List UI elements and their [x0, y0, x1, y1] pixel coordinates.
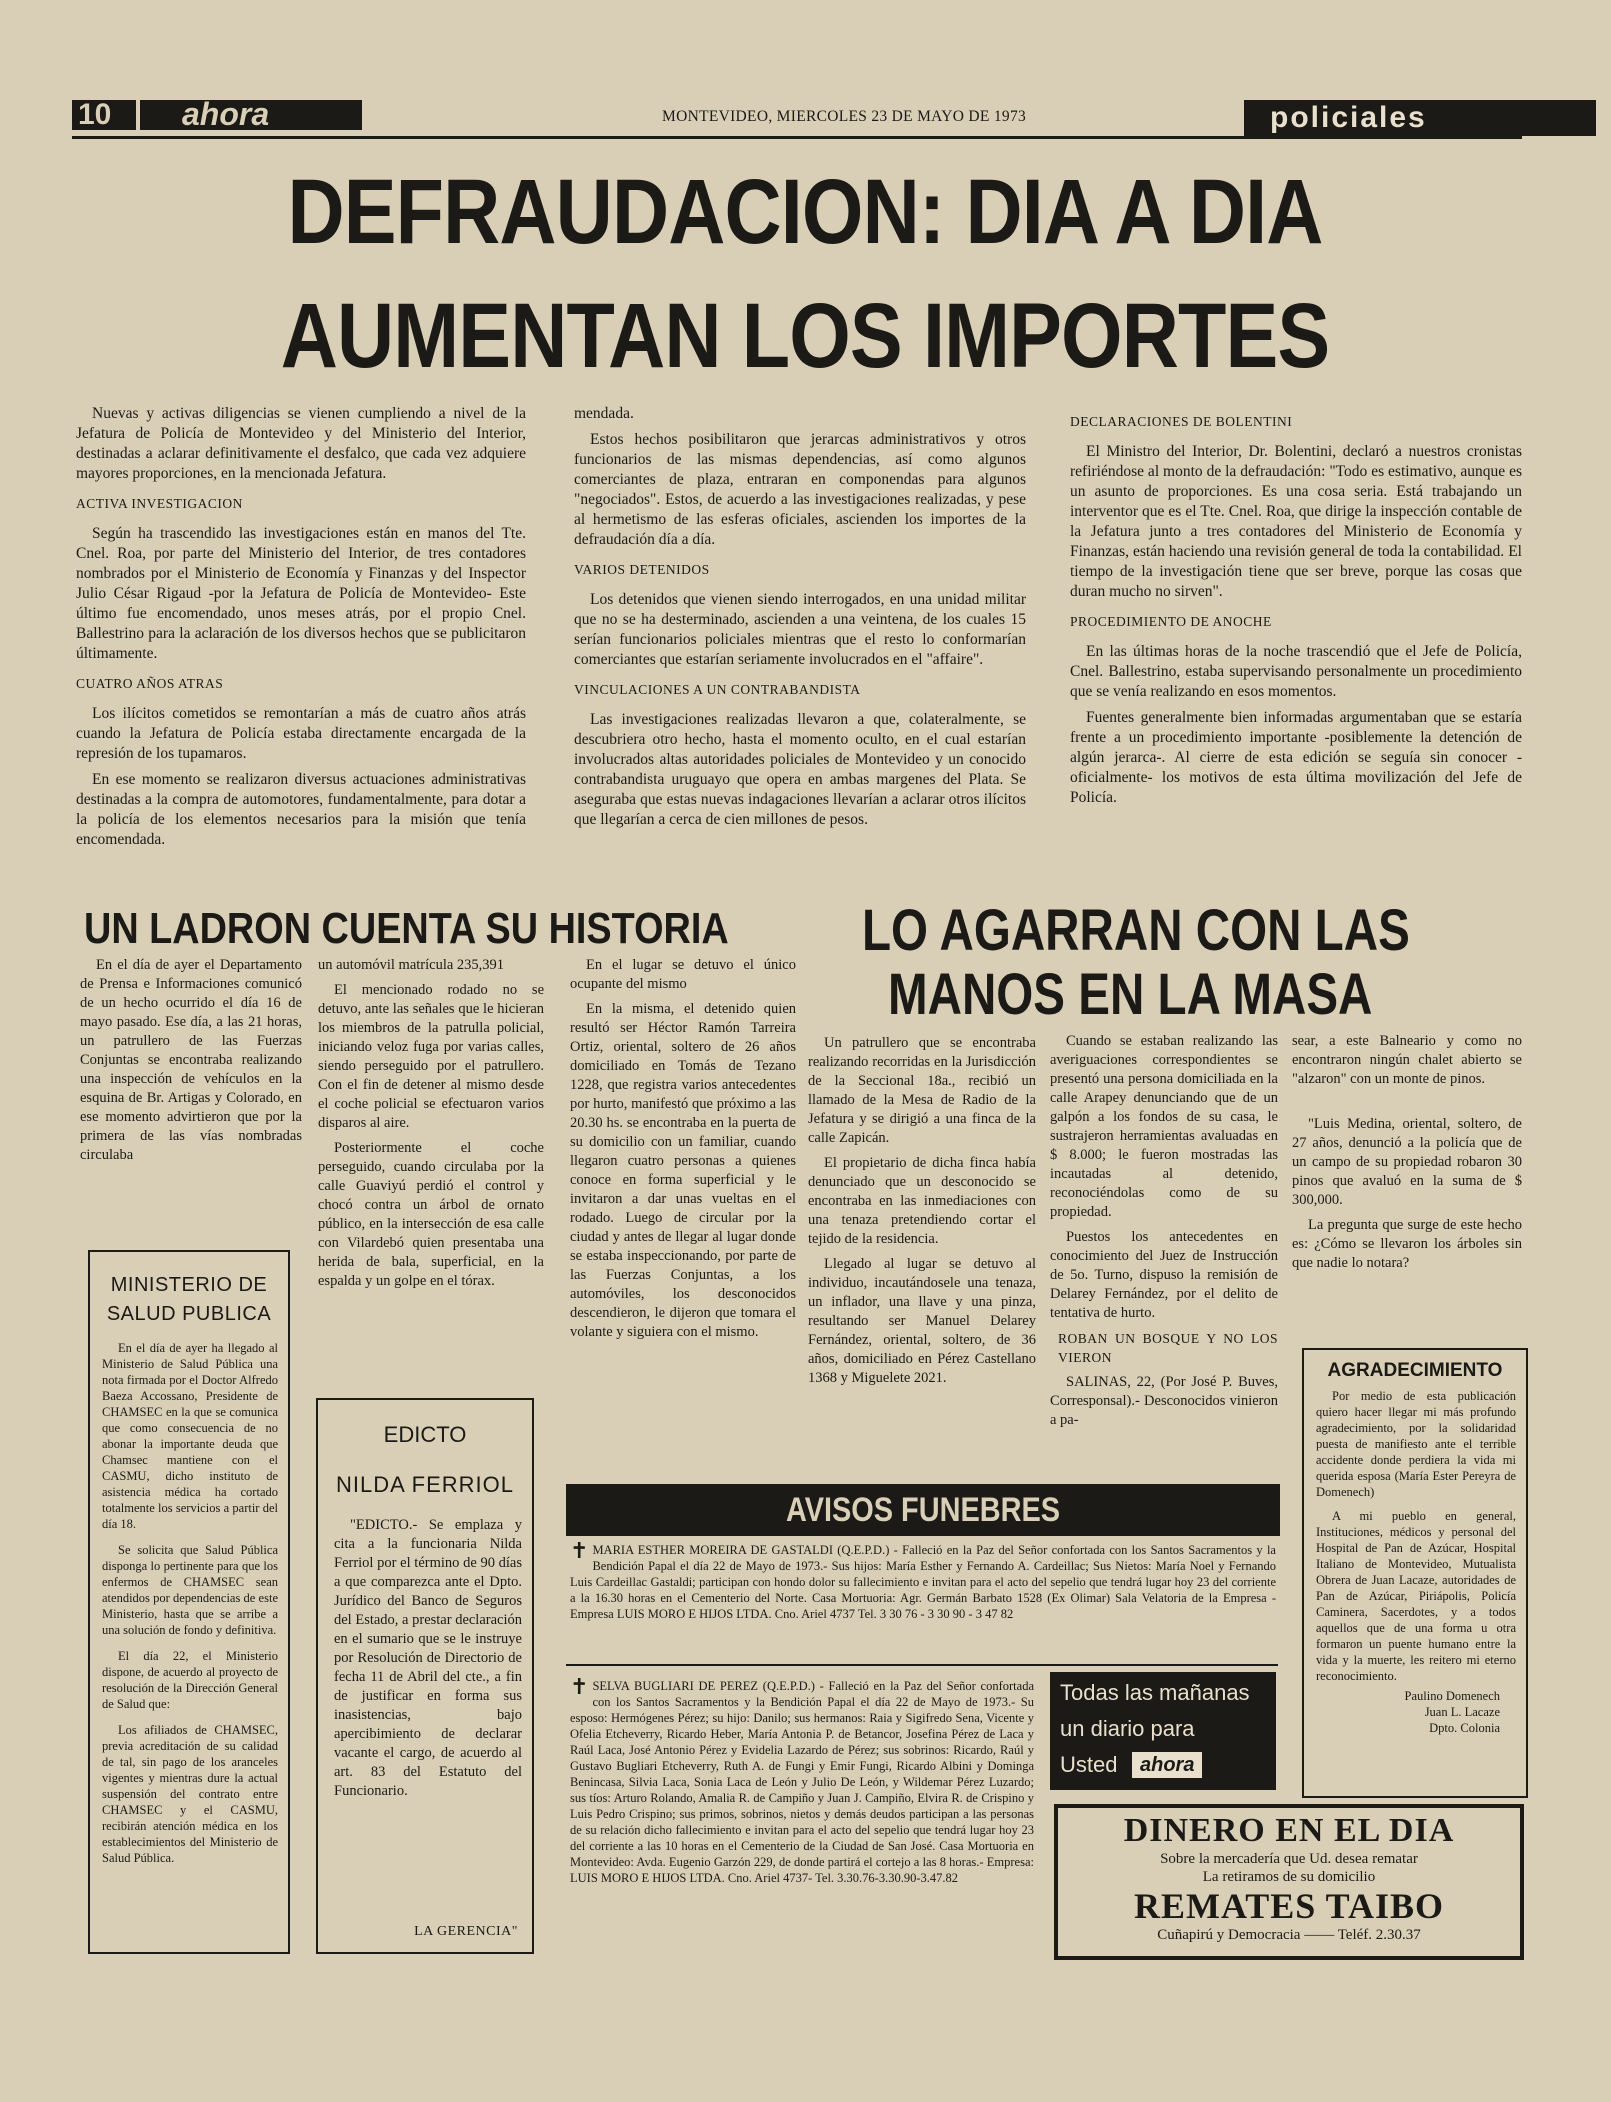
lead-paragraph: Los detenidos que vienen siendo interrogados, en una unidad militar que no se ha desterminado, ascienden a una veintena, de los cuales 15 serían funcionarios policiales mientras que el resto lo conformarían comerciantes que estarían seriamente involucrados en el "affaire". — [574, 591, 1026, 668]
section-label: policiales — [1270, 101, 1427, 134]
ladron-paragraph: En el lugar se detuvo el único ocupante del mismo — [570, 957, 796, 992]
notice-text: MARIA ESTHER MOREIRA DE GASTALDI (Q.E.P.D.) - Falleció en la Paz del Señor confortada con los Santos Sacramentos y la Bendición Papal el día 22 de Mayo de 1973.- Sus hijos: María Esther y Fernando A. Cardeillac; Sus Nietos: María Noel y Fernando Luis Cardeillac Gastaldi; participan con hondo dolor su fallecimiento e invitan para el acto del sepelio que tendrá lugar hoy 23 del corriente a la 16.30 horas en el Cementerio del Norte. Casa Mortuoria: Agr. Germán Barbato 1528 (Ex Olimar) Sala Velatoria de la Empresa - Empresa LUIS MORO E HIJOS LTDA. Cno. Ariel 4737 Tel. 3 30 76 - 3 30 90 - 3 47 82 — [570, 1543, 1276, 1621]
ministerio-paragraph: Los afiliados de CHAMSEC, previa acreditación de su calidad de tal, sin pago de los aranceles vigentes y mientras dure la actual suspensión del contrato entre CHAMSEC y el CASMU, recibirán atención médica en los establecimientos del Ministerio de Salud Pública. — [102, 1723, 278, 1865]
lead-paragraph: Estos hechos posibilitaron que jerarcas administrativos y otros funcionarios de las mismas dependencias, así como algunos comerciantes de plaza, entraran en componendas para algunos "negociados". Estos, de acuerdo a las investigaciones realizadas, y pese al hermetismo de las esferas oficiales, ascienden los importes de la defraudación día a día. — [574, 431, 1026, 548]
paper-name: ahora — [182, 96, 270, 132]
lead-headline-line2: AUMENTAN LOS IMPORTES — [280, 285, 1330, 387]
ministerio-body — [90, 1326, 288, 1866]
agarran-paragraph: "Luis Medina, oriental, soltero, de 27 años, denunció a la policía que de un campo de su propiedad robaron 30 pinos que avaluó en la suma de $ 300,000. — [1292, 1116, 1522, 1208]
promo-line1: Todas las mañanas — [1060, 1680, 1250, 1705]
agarran-paragraph: Llegado al lugar se detuvo al individuo, incautándosele una tenaza, un inflador, una llave y una pinza, resultando ser Manuel Delarey Fernández, oriental, soltero, de 36 años, domiciliado en Pérez Castellano 1368 y Miguelete 2021. — [808, 1256, 1036, 1386]
subhead-varios-detenidos: VARIOS DETENIDOS — [574, 562, 710, 577]
promo-box — [1050, 1672, 1276, 1790]
ladron-paragraph: un automóvil matrícula 235,391 — [318, 957, 505, 973]
agarran-paragraph: SALINAS, 22, (Por José P. Buves, Corresponsal).- Desconocidos vinieron a pa- — [1050, 1374, 1278, 1428]
promo-line2: un diario para — [1060, 1716, 1195, 1741]
lead-paragraph: Según ha trascendido las investigaciones están en manos del Tte. Cnel. Roa, por parte del Ministerio del Interior, de tres contadores nombrados por el Ministerio de Economía y Finanzas y del Inspector Julio César Rigaud -por la Jefatura de Policía de Montevideo- Este último fue encomendado, unos meses atrás, por el propio Cnel. Ballestrino para la aclaración de los diversos hechos que se publicitaron últimamente. — [76, 525, 526, 662]
cross-icon: ✝ — [570, 1538, 589, 1563]
agarran-paragraph: Cuando se estaban realizando las averiguaciones correspondientes se presentó una persona domiciliada en la calle Arapey denunciando que de un galpón a los fondos de su casa, le sustrajeron herramientas avaluadas en $ 8.000; le fueron mostradas las incautadas al detenido, reconociéndolas como de su propiedad. — [1050, 1033, 1278, 1220]
ladron-paragraph: En el día de ayer el Departamento de Prensa e Informaciones comunicó de un hecho ocurrido el día 16 de mayo pasado. Ese día, a las 21 horas, un patrullero de las Fuerzas Conjuntas se encontraba realizando una inspección de vehículos en la esquina de Br. Artigas y Colorado, en ese momento advirtieron que por la primera de las vías nombradas circulaba — [80, 957, 302, 1163]
ladron-column-2 — [318, 956, 544, 1297]
agarran-headline-line1: LO AGARRAN CON LAS — [862, 898, 1410, 963]
ladron-paragraph: En la misma, el detenido quien resultó ser Héctor Ramón Tarreira Ortiz, oriental, soltero de 26 años domiciliado en Tomás de Tezano 1228, que registra varios antecedentes por hurto, manifestó que próximo a las 20.30 hs. se encontraba en la puerta de su domicilio con un familiar, cuando llegaron cuatro personas a quienes conoce en forma superficial y le invitaron a dar unas vueltas en el rodado. Luego de circular por la ciudad y antes de llegar al lugar donde se estaba inspeccionando, por parte de las Fuerzas Conjuntas, a los automóviles, los desconocidos descendieron, le dijeron que tomara el volante y siguiera con el mismo. — [570, 1001, 796, 1340]
ministerio-paragraph: El día 22, el Ministerio dispone, de acuerdo al proyecto de resolución de la Dirección General de Salud que: — [102, 1649, 278, 1711]
lead-paragraph: Fuentes generalmente bien informadas argumentaban que se estaría frente a un procedimiento importante -posiblemente la detención de algún jerarca-. Al cierre de esta edición se seguía sin conocer -oficialmente- los motivos de esta última movilización del Jefe de Policía. — [1070, 709, 1522, 806]
ladron-headline: UN LADRON CUENTA SU HISTORIA — [84, 904, 729, 953]
agarran-column-3 — [1292, 1032, 1522, 1279]
edicto-paragraph: "EDICTO.- Se emplaza y cita a la funcionaria Nilda Ferriol por el término de 90 días a que comparezca ante el Dpto. Jurídico del Banco de Seguros del Estado, a prestar declaración en el sumario que se le instruye por Resolución de Directorio de fecha 11 de Abril del cte., a fin de justificar en forma sus inasistencias, bajo apercibimiento de declarar vacante el cargo, de acuerdo al art. 83 del Estatuto del Funcionario. — [334, 1517, 523, 1799]
taibo-line2: La retiramos de su domicilio — [1202, 1869, 1376, 1885]
agradecimiento-signer-dept: Dpto. Colonia — [1429, 1721, 1500, 1735]
ladron-column-3 — [570, 956, 796, 1348]
agradecimiento-signer-name: Paulino Domenech — [1404, 1689, 1500, 1703]
cross-icon: ✝ — [570, 1674, 589, 1699]
lead-column-1 — [76, 404, 526, 856]
edicto-name: NILDA FERRIOL — [335, 1472, 515, 1497]
ladron-paragraph: El mencionado rodado no se detuvo, ante las señales que le hicieran los miembros de la patrulla policial, iniciando veloz fuga por varias calles, siendo perseguido por el patrullero. Con el fin de detener al mismo desde el coche policial se efectuaron varios disparos al aire. — [318, 982, 544, 1131]
lead-paragraph: El Ministro del Interior, Dr. Bolentini, declaró a nuestros cronistas refiriéndose al monto de la defraudación: "Todo es estimativo, aunque es un asunto de proporciones. Es una cosa seria. Está trabajando un interventor que es el Tte. Cnel. Roa, que dirige la inspección contable de la Jefatura junto a tres contadores del Ministerio de Economía y Finanzas, están haciendo una revisión general de toda la contabilidad. El tiempo de la investigación tiene que ser breve, porque las cosas que duran mucho no sirven". — [1070, 443, 1522, 600]
masthead — [72, 98, 1522, 138]
ministerio-box — [88, 1250, 290, 1954]
funebres-banner-text: AVISOS FUNEBRES — [785, 1491, 1061, 1529]
dateline: MONTEVIDEO, MIERCOLES 23 DE MAYO DE 1973 — [662, 108, 1027, 125]
notice-text: SELVA BUGLIARI DE PEREZ (Q.E.P.D.) - Falleció en la Paz del Señor confortada con los Santos Sacramentos y la Bendición Papal el día 22 de Mayo de 1973.- Su esposo: Hermógenes Pérez; su hijo: Danilo; sus hermanos: Raia y Sigifredo Sena, Vicente y Ofelia Etcheverry, Ricardo Heber, María Antonia P. de Betancor, Josefina Pérez de Laca y Raúl Laca, José Antonio Pérez y Evidelia Lazardo de Pérez; sus sobrinos: Ricardo, Raúl y Gustavo Bugliari Etcheverry, Ruth A. de Fungi y Emir Fungi, Ricardo Albini y Dominga Benincasa, Silvia Laca, Sonia Laca de León y Julio De León, y Wildemar Pérez Luzardo; sus tíos: Arturo Rolando, Amalia R. de Campiño y Juan J. Campiño, Elvira R. de Crispino y Luis Pedro Crispino; sus primos, sobrinos, nietos y demás deudos participan a las personas de su relación dicho fallecimiento e invitan para el acto del sepelio que tendrá lugar hoy 23 del corriente a las 10 horas en el Cementerio de la Ciudad de San José. Casa Mortuoria en Montevideo: Avda. Eugenio Garzón 229, de donde partirá el cortejo a las 8 horas.- Empresa: LUIS MORO E HIJOS LTDA. Cno. Ariel 4737- Tel. 3.30.76-3.30.90-3.47.82 — [570, 1679, 1034, 1885]
agradecimiento-paragraph: Por medio de esta publicación quiero hacer llegar mi más profundo agradecimiento, por la solidaridad puesta de manifiesto ante el terrible accidente donde perdiera la vida mi querida esposa (María Ester Pereyra de Domenech) — [1316, 1389, 1516, 1499]
lead-paragraph: En ese momento se realizaron diversus actuaciones administrativas destinadas a la compra de automotores, fundamentalmente, para dotar a la policía de los elementos necesarios para la misión que tenía encomendada. — [76, 771, 526, 848]
taibo-name: REMATES TAIBO — [1133, 1886, 1445, 1926]
agarran-paragraph: La pregunta que surge de este hecho es: ¿Cómo se llevaron los árboles sin que nadie lo notara? — [1292, 1217, 1522, 1271]
lead-column-3 — [1070, 412, 1522, 814]
subhead-procedimiento: PROCEDIMIENTO DE ANOCHE — [1070, 614, 1272, 629]
agradecimiento-title: AGRADECIMIENTO — [1327, 1360, 1503, 1381]
agradecimiento-body — [1304, 1382, 1526, 1736]
funebres-divider — [566, 1664, 1278, 1666]
ministerio-paragraph: Se solicita que Salud Pública disponga lo pertinente para que los enfermos de CHAMSEC sean atendidos por dependencias de este Ministerio, hasta que se arribe a una solución de fondo y definitiva. — [102, 1543, 278, 1637]
lead-paragraph: En las últimas horas de la noche trascendió que el Jefe de Policía, Cnel. Ballestrino, estaba supervisando personalmente un procedimiento que se venía realizando en esos momentos. — [1070, 643, 1522, 700]
lead-paragraph: mendada. — [574, 405, 634, 422]
taibo-address: Cuñapirú y Democracia —— Teléf. 2.30.37 — [1157, 1927, 1421, 1943]
lead-headline-line1: DEFRAUDACION: DIA A DIA — [287, 161, 1323, 263]
lead-paragraph: Nuevas y activas diligencias se vienen cumpliendo a nivel de la Jefatura de Policía de Montevideo y del Ministerio del Interior, destinadas a aclarar definitivamente el desfalco, que cada vez adquiere mayores proporciones, en la mencionada Jefatura. — [76, 405, 526, 482]
subhead-bolentini: DECLARACIONES DE BOLENTINI — [1070, 414, 1293, 429]
edicto-title: EDICTO — [383, 1422, 467, 1447]
agarran-headline-line2: MANOS EN LA MASA — [888, 962, 1373, 1027]
agarran-paragraph: El propietario de dicha finca había denunciado que un desconocido se encontraba en las inmediaciones con una tenaza pretendiendo cortar el tejido de la residencia. — [808, 1155, 1036, 1247]
edicto-body — [318, 1498, 532, 1801]
agarran-paragraph: Puestos los antecedentes en conocimiento del Juez de Instrucción de 5o. Turno, dispuso la remisión de Delarey Fernández, por el delito de tentativa de hurto. — [1050, 1229, 1278, 1321]
promo-logo: ahora — [1132, 1752, 1202, 1778]
promo-line3: Usted — [1060, 1752, 1118, 1777]
agarran-column-1 — [808, 1034, 1036, 1394]
edicto-box — [316, 1398, 534, 1954]
agarran-paragraph: Un patrullero que se encontraba realizando recorridas en la Jurisdicción de la Seccional 18a., recibió un llamado de la Mesa de Radio de la Jefatura y se dirigió a una finca de la calle Zapicán. — [808, 1035, 1036, 1146]
subhead-roban-bosque: ROBAN UN BOSQUE Y NO LOS VIERON — [1058, 1331, 1278, 1365]
funebres-notice-2 — [570, 1674, 1034, 1886]
taibo-ad — [1054, 1804, 1524, 1960]
agradecimiento-signer-town: Juan L. Lacaze — [1424, 1705, 1500, 1719]
lead-paragraph: Las investigaciones realizadas llevaron a que, colateralmente, se descubriera otro hecho, hasta el momento oculto, en el cual estarían involucrados altas autoridades policiales de Montevideo y un conocido contrabandista uruguayo que opera en ambas margenes del Plata. Se aseguraba que estas nuevas indagaciones llevarían a aclarar otros ilícitos que llegarían a cerca de cien millones de pesos. — [574, 711, 1026, 828]
ladron-column-1 — [80, 956, 302, 1171]
lead-paragraph: Los ilícitos cometidos se remontarían a más de cuatro años atrás cuando la Jefatura de Policía estaba directamente encargada de la represión de los tupamaros. — [76, 705, 526, 762]
page-number: 10 — [78, 98, 112, 131]
agradecimiento-paragraph: A mi pueblo en general, Instituciones, médicos y personal del Hospital de Pan de Azúcar, Hospital Italiano de Montevideo, Mutualista Obrera de Juan Lacaze, autoridades de Pan de Azúcar, Piriápolis, Policía Caminera, Sacerdotes, y a todos aquellos que de una forma u otra formaron un puente humano entre la vida y la muerte, les reitero mi eterno reconocimiento. — [1316, 1509, 1516, 1683]
ministerio-paragraph: En el día de ayer ha llegado al Ministerio de Salud Pública una nota firmada por el Doctor Alfredo Baeza Accossano, Presidente de CHAMSEC en la que se comunica que como consecuencia de no abonar la importante deuda que Chamsec mantiene con el CASMU, dicho instituto de asistencia médica ha cortado totalmente los servicios a partir del día 18. — [102, 1341, 278, 1531]
ministerio-title-line1: MINISTERIO DE — [110, 1274, 268, 1296]
subhead-activa: ACTIVA INVESTIGACION — [76, 496, 243, 511]
taibo-line1: Sobre la mercadería que Ud. desea rematar — [1160, 1851, 1418, 1867]
subhead-vinculaciones: VINCULACIONES A UN CONTRABANDISTA — [574, 682, 861, 697]
taibo-headline: DINERO EN EL DIA — [1123, 1812, 1455, 1849]
ladron-paragraph: Posteriormente el coche perseguido, cuando circulaba por la calle Guaviyú perdió el control y chocó contra un árbol de ornato público, en la intersección de esa calle con Vilardebó quien presentaba una herida de bala, superficial, en la espalda y un golpe en el tórax. — [318, 1140, 544, 1289]
masthead-rule — [72, 136, 1522, 139]
funebres-notice-1 — [570, 1538, 1276, 1622]
agradecimiento-box — [1302, 1348, 1528, 1798]
ministerio-title-line2: SALUD PUBLICA — [106, 1303, 272, 1325]
lead-column-2 — [574, 404, 1026, 836]
agarran-paragraph: sear, a este Balneario y como no encontraron ningún chalet abierto se "alzaron" con un monte de pinos. — [1292, 1033, 1522, 1087]
agarran-column-2 — [1050, 1032, 1278, 1436]
edicto-signature: LA GERENCIA" — [414, 1924, 518, 1939]
subhead-cuatro-anos: CUATRO AÑOS ATRAS — [76, 676, 224, 691]
